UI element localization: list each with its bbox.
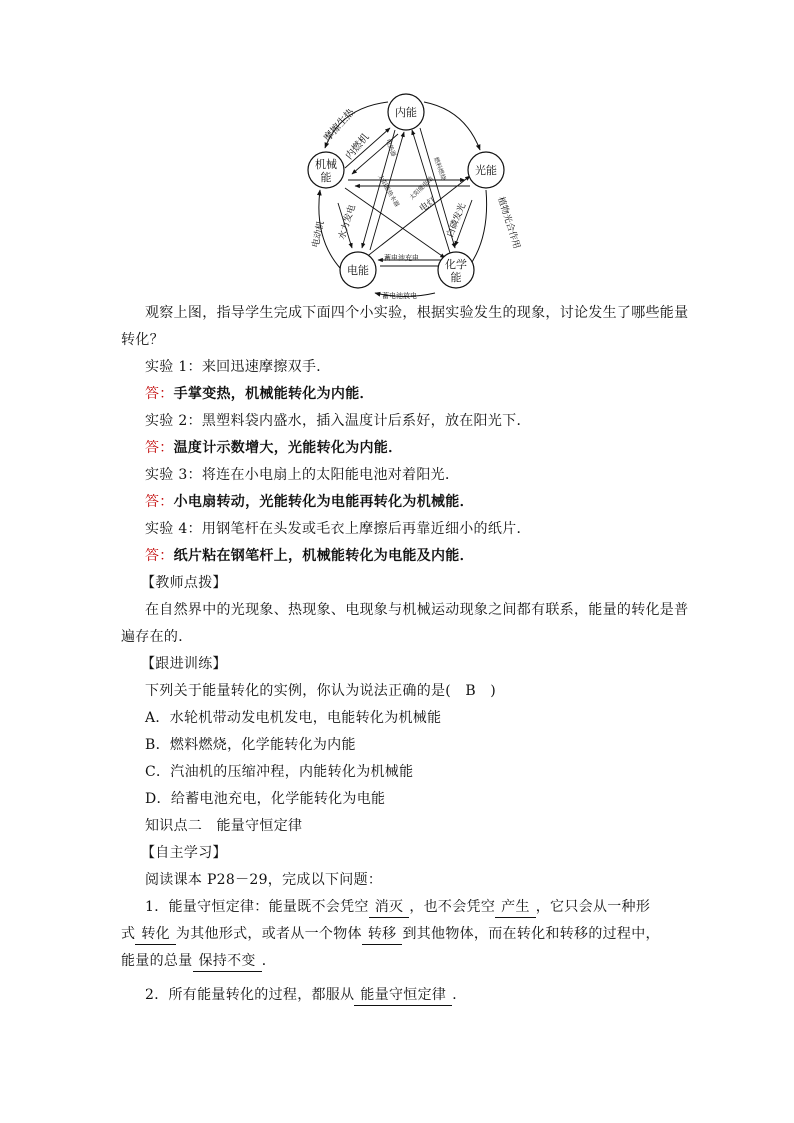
q1-line-2: 式 转化 为其他形式，或者从一个物体 转移 到其他物体，而在转化和转移的过程中， [121,924,660,945]
answer-2 [145,438,402,458]
intro-line-1: 观察上图，指导学生完成下面四个小实验，根据实验发生的现象，讨论发生了哪些能量 [145,305,689,321]
label-motor: 电动机 [311,220,327,249]
experiment-3: 实验 3：将连在小电扇上的太阳能电池对着阳光． [145,467,460,483]
teacher-line-1: 在自然界中的光现象、热现象、电现象与机械运动现象之间都有联系，能量的转化是普 [145,602,689,618]
node-chem-2: 能 [450,271,462,284]
teacher-line-2: 遍存在的． [121,629,193,645]
option-d: D．给蓄电池充电，化学能转化为电能 [145,791,386,807]
q1-line-1: 1．能量守恒定律：能量既不会凭空 消灭 ，也不会凭空 产生 ，它只会从一种形 [145,897,650,918]
label-phosphorus: 白磷发光 [445,201,469,240]
blank-5: 保持不变 [193,951,262,972]
answer-label: 答： [145,494,174,510]
blank-1: 消灭 [369,897,410,918]
blank-6: 能量守恒定律 [354,985,452,1006]
label-solar-cell: 太阳能电池 [408,175,435,202]
arc-inner-light [424,102,480,150]
arc-light-chem [468,190,487,268]
answer-1-text: 手掌变热，机械能转化为内能． [173,386,374,402]
answer-3-text: 小电扇转动，光能转化为电能再转化为机械能． [173,494,474,510]
experiment-4: 实验 4：用钢笔杆在头发或毛衣上摩擦后再靠近细小的纸片． [145,521,531,537]
energy-conversion-diagram [300,88,522,300]
label-engine: 内燃机 [343,131,372,162]
blank-3: 转化 [135,924,176,945]
q1-line-3: 能量的总量 保持不变 ． [121,951,276,972]
follow-heading: 【跟进训练】 [141,656,227,672]
reading-instruction: 阅读课本 P28－29，完成以下问题： [145,872,383,888]
node-mech-2: 能 [320,171,332,184]
node-chem-1: 化学 [445,258,467,271]
answer-2-text: 温度计示数增大，光能转化为内能． [173,440,403,456]
knowledge-point-2: 知识点二 能量守恒定律 [145,818,303,834]
blank-4: 转移 [362,924,403,945]
answer-1 [145,384,374,404]
q2: 2．所有能量转化的过程，都服从 能量守恒定律 ． [145,985,467,1006]
answer-label: 答： [145,440,174,456]
experiment-1: 实验 1：来回迅速摩擦双手． [145,359,331,375]
node-light: 光能 [475,164,497,177]
label-heater: 电热器 [384,138,397,158]
node-inner: 内能 [395,106,417,119]
teacher-heading: 【教师点拨】 [141,575,227,591]
label-solar-heater: 太阳能热水器 [376,173,401,209]
answer-4-text: 纸片粘在钢笔杆上，机械能转化为电能及内能． [173,548,474,564]
option-b: B．燃料燃烧，化学能转化为内能 [145,737,356,753]
answer-label: 答： [145,386,174,402]
experiment-2: 实验 2：黑塑料袋内盛水，插入温度计后系好，放在阳光下． [145,413,531,429]
question: 下列关于能量转化的实例，你认为说法正确的是( B ) [145,683,497,699]
node-elec: 电能 [347,264,369,277]
answer-3 [145,492,474,512]
label-photosynthesis: 植物光合作用 [495,195,522,251]
answer-4 [145,546,474,566]
blank-2: 产生 [495,897,536,918]
option-c: C．汽油机的压缩冲程，内能转化为机械能 [145,764,414,780]
answer-label: 答： [145,548,174,564]
label-charge: 蓄电池充电 [384,254,419,262]
node-mech-1: 机械 [315,158,337,171]
label-lamp: 电灯 [417,195,439,215]
label-discharge: 蓄电池放电 [382,292,417,300]
option-a: A．水轮机带动发电机发电，电能转化为机械能 [145,710,442,726]
self-study-heading: 【自主学习】 [141,845,227,861]
label-friction: 摩擦生热 [322,106,357,145]
label-fuel: 燃料燃烧 [432,156,447,182]
label-hydro: 水力发电 [337,203,358,241]
intro-line-2: 转化？ [121,332,164,348]
